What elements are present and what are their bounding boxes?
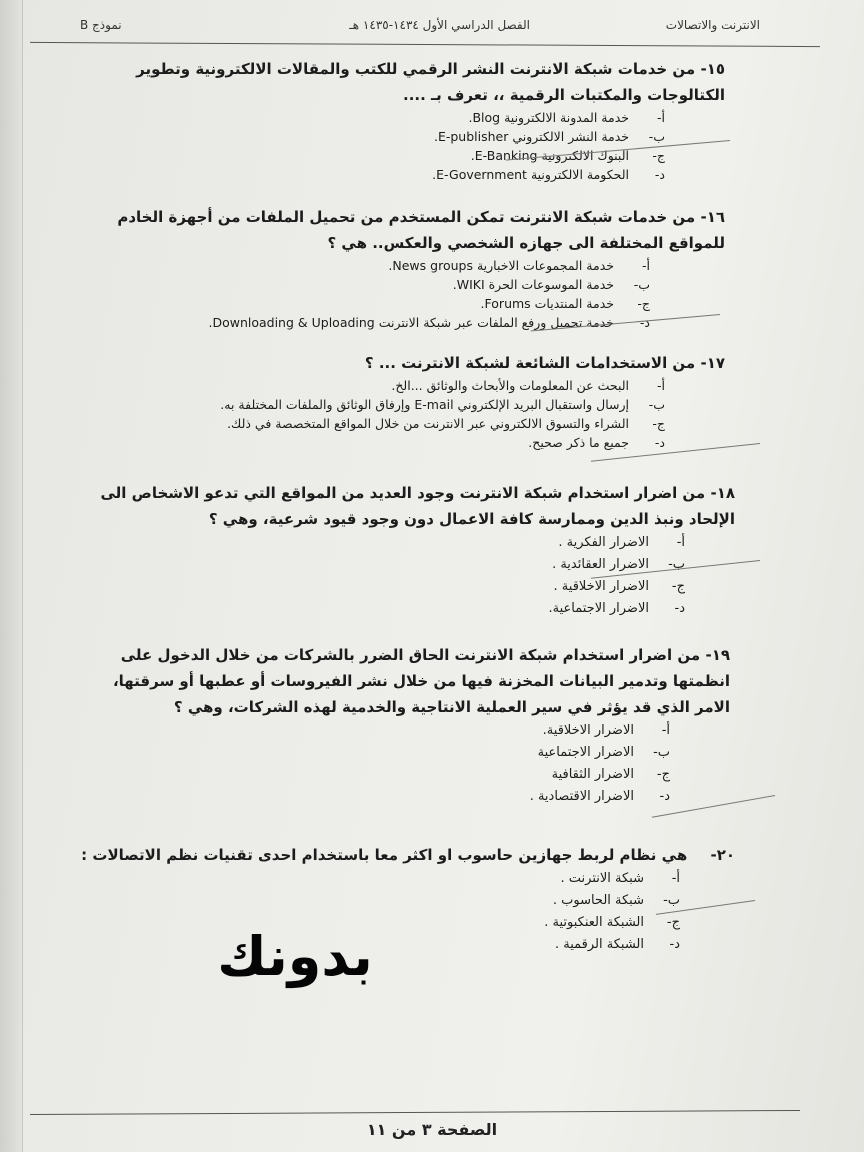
option-b[interactable] <box>95 275 650 294</box>
option-a[interactable] <box>95 376 665 395</box>
option-b[interactable] <box>80 742 670 764</box>
question-15 <box>95 56 725 184</box>
option-text: الاضرار الاقتصادية . <box>529 789 634 804</box>
question-stem <box>95 204 725 256</box>
page-header <box>80 14 780 40</box>
option-letter: د- <box>654 435 665 450</box>
question-stem <box>95 350 725 376</box>
option-a[interactable] <box>80 720 670 742</box>
option-letter: د- <box>674 601 685 616</box>
option-c[interactable] <box>95 294 650 313</box>
option-text: الاضرار الثقافية <box>551 767 634 782</box>
option-list <box>80 720 670 808</box>
option-c[interactable] <box>95 146 665 165</box>
option-text: الشبكة الرقمية . <box>554 937 644 952</box>
option-b[interactable] <box>70 890 680 912</box>
option-b[interactable] <box>95 554 685 576</box>
option-list <box>95 532 685 620</box>
option-text: شبكة الانترنت . <box>560 871 644 886</box>
option-text: الحكومة الالكترونية E-Government. <box>432 167 629 182</box>
question-text: من خدمات شبكة الانترنت تمكن المستخدم من تحميل الملفات من أجهزة الخادم للمواقع المختلفة الى جهازه الشخصي والعكس.. هي ؟ <box>117 208 725 252</box>
option-letter: ج- <box>652 416 665 431</box>
option-text: البنوك الالكترونية E-Banking. <box>470 148 629 163</box>
option-text: خدمة المنتديات Forums. <box>480 296 614 311</box>
option-letter: أ- <box>657 378 665 393</box>
question-18 <box>95 480 735 620</box>
option-text: خدمة الموسوعات الحرة WIKI. <box>452 277 614 292</box>
option-letter: أ- <box>676 535 685 550</box>
question-stem <box>80 642 730 720</box>
option-a[interactable] <box>95 256 650 275</box>
option-text: الاضرار الاخلاقية . <box>553 579 649 594</box>
option-text: شبكة الحاسوب . <box>552 893 644 908</box>
option-c[interactable] <box>95 576 685 598</box>
option-text: الاضرار الاخلاقية. <box>542 723 634 738</box>
stamp-overlay-text: بدونك <box>217 925 373 988</box>
question-text: من الاستخدامات الشائعة لشبكة الانترنت ... ؟ <box>364 354 696 372</box>
header-subject: الانترنت والاتصالات <box>665 18 760 32</box>
option-text: خدمة تحميل ورفع الملفات عبر شبكة الانترنت Downloading & Uploading. <box>208 315 614 330</box>
question-20 <box>70 842 735 956</box>
option-text: الاضرار الاجتماعية. <box>548 601 649 616</box>
option-a[interactable] <box>95 532 685 554</box>
option-text: الاضرار الفكرية . <box>558 535 649 550</box>
option-d[interactable] <box>80 786 670 808</box>
option-text: خدمة النشر الالكتروني E-publisher. <box>433 129 629 144</box>
option-list <box>95 256 650 332</box>
option-a[interactable] <box>70 868 680 890</box>
question-number: ٢٠- <box>710 846 735 864</box>
option-letter: ج- <box>666 915 680 930</box>
binder-edge <box>0 0 23 1152</box>
option-letter: ج- <box>637 296 650 311</box>
option-letter: ب- <box>653 745 670 760</box>
question-number: ١٥- <box>700 60 725 78</box>
option-letter: أ- <box>661 723 670 738</box>
option-text: الشراء والتسوق الالكتروني عبر الانترنت من خلال المواقع المتخصصة في ذلك. <box>227 416 629 431</box>
option-letter: ج- <box>671 579 685 594</box>
option-letter: ب- <box>668 557 685 572</box>
option-letter: ب- <box>648 129 665 144</box>
question-19 <box>80 642 730 808</box>
option-d[interactable] <box>95 313 650 332</box>
option-letter: ب- <box>663 893 680 908</box>
option-letter: د- <box>669 937 680 952</box>
option-d[interactable] <box>95 165 665 184</box>
option-letter: ب- <box>648 397 665 412</box>
option-c[interactable] <box>80 764 670 786</box>
question-stem <box>70 842 735 868</box>
question-16 <box>95 204 725 332</box>
option-letter: ج- <box>656 767 670 782</box>
page-number: الصفحة ٣ من ١١ <box>366 1120 498 1139</box>
option-d[interactable] <box>95 433 665 452</box>
option-text: الشبكة العنكبوتية . <box>544 915 644 930</box>
option-list <box>95 376 665 452</box>
header-term: الفصل الدراسي الأول ١٤٣٤-١٤٣٥ هـ <box>349 18 530 32</box>
header-divider <box>30 42 820 47</box>
question-number: ١٨- <box>710 484 735 502</box>
question-text: من اضرار استخدام شبكة الانترنت الحاق الضرر بالشركات من خلال الدخول على انظمتها وتدمير البيانات المخزنة فيها من خلال نشر الفيروسات أو عطبها أو سرقتها، الامر الذي قد يؤثر في سير العملية الانتاجية والخدمية لهذه الشركات، وهي ؟ <box>112 646 730 716</box>
option-text: جميع ما ذكر صحيح. <box>528 435 629 450</box>
option-letter: د- <box>654 167 665 182</box>
question-number: ١٦- <box>700 208 725 226</box>
option-b[interactable] <box>95 127 665 146</box>
question-number: ١٩- <box>705 646 730 664</box>
option-d[interactable] <box>95 598 685 620</box>
option-letter: د- <box>659 789 670 804</box>
option-text: الاضرار الاجتماعية <box>537 745 634 760</box>
option-list <box>95 108 665 184</box>
option-text: إرسال واستقبال البريد الإلكتروني E-mail وإرفاق الوثائق والملفات المختلفة به. <box>220 397 629 412</box>
option-letter: أ- <box>642 258 650 273</box>
option-c[interactable] <box>95 414 665 433</box>
option-text: البحث عن المعلومات والأبحاث والوثائق ...الخ. <box>391 378 629 393</box>
option-letter: ب- <box>633 277 650 292</box>
question-17 <box>95 350 725 452</box>
question-stem <box>95 56 725 108</box>
footer-divider <box>30 1110 800 1115</box>
question-text: هي نظام لربط جهازين حاسوب او اكثر معا باستخدام احدى تقنيات نظم الاتصالات : <box>81 846 688 864</box>
option-text: خدمة المجموعات الاخبارية News groups. <box>388 258 614 273</box>
option-text: خدمة المدونة الالكترونية Blog. <box>468 110 629 125</box>
option-text: الاضرار العقائدية . <box>552 557 649 572</box>
question-number: ١٧- <box>700 354 725 372</box>
question-text: من اضرار استخدام شبكة الانترنت وجود العديد من المواقع التي تدعو الاشخاص الى الإلحاد ونبذ الدين وممارسة كافة الاعمال دون وجود قيود شرعية، وهي ؟ <box>100 484 735 528</box>
option-b[interactable] <box>95 395 665 414</box>
option-letter: د- <box>639 315 650 330</box>
header-model: نموذج B <box>80 18 122 32</box>
question-stem <box>95 480 735 532</box>
option-letter: أ- <box>671 871 680 886</box>
option-letter: ج- <box>652 148 665 163</box>
option-a[interactable] <box>95 108 665 127</box>
option-letter: أ- <box>657 110 665 125</box>
question-text: من خدمات شبكة الانترنت النشر الرقمي للكتب والمقالات الالكترونية وتطوير الكتالوجات والمكتبات الرقمية ،، تعرف بـ .... <box>136 60 725 104</box>
